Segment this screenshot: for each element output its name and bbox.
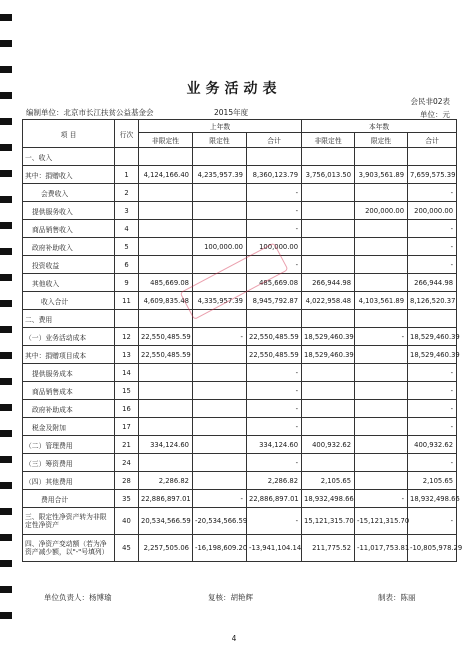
cell-last-total: - <box>247 400 302 418</box>
cell-this-unrestricted <box>302 418 355 436</box>
cell-last-total <box>247 310 302 328</box>
cell-last-unrestricted: 4,124,166.40 <box>139 166 193 184</box>
cell-last-total: - <box>247 382 302 400</box>
cell-this-restricted: 3,903,561.89 <box>355 166 408 184</box>
cell-this-unrestricted: 18,529,460.39 <box>302 328 355 346</box>
cell-last-restricted: - <box>193 328 247 346</box>
table-row <box>23 238 457 256</box>
cell-last-total: - <box>247 202 302 220</box>
cell-last-unrestricted <box>139 256 193 274</box>
cell-this-restricted <box>355 346 408 364</box>
row-line-number: 21 <box>115 436 139 454</box>
table-row <box>23 382 457 400</box>
table-row <box>23 472 457 490</box>
cell-last-unrestricted: 2,257,505.06 <box>139 535 193 562</box>
row-line-number: 16 <box>115 400 139 418</box>
row-line-number: 28 <box>115 472 139 490</box>
cell-this-total: 266,944.98 <box>408 274 457 292</box>
page-title: 业务活动表 <box>186 81 282 97</box>
column-header-total: 合计 <box>247 133 302 148</box>
cell-last-unrestricted <box>139 184 193 202</box>
cell-this-restricted <box>355 400 408 418</box>
cell-last-total: - <box>247 454 302 472</box>
cell-last-total: - <box>247 184 302 202</box>
cell-this-total: - <box>408 184 457 202</box>
cell-last-total <box>247 148 302 166</box>
row-label: 会费收入 <box>23 184 115 202</box>
cell-last-total: -13,941,104.14 <box>247 535 302 562</box>
cell-last-restricted: -20,534,566.59 <box>193 508 247 535</box>
cell-last-restricted: 100,000.00 <box>193 238 247 256</box>
cell-this-total: - <box>408 238 457 256</box>
cell-this-unrestricted: 400,932.62 <box>302 436 355 454</box>
table-row <box>23 310 457 328</box>
cell-last-restricted <box>193 472 247 490</box>
cell-last-unrestricted <box>139 364 193 382</box>
cell-last-restricted: -16,198,609.20 <box>193 535 247 562</box>
cell-last-unrestricted <box>139 418 193 436</box>
footer-reviewer: 复核：胡艳辉 <box>208 593 253 602</box>
cell-last-unrestricted: 22,886,897.01 <box>139 490 193 508</box>
row-line-number <box>115 148 139 166</box>
cell-this-restricted: - <box>355 328 408 346</box>
footer-preparer: 制表：陈丽 <box>378 593 416 602</box>
binding-hole <box>0 560 12 567</box>
cell-this-total: - <box>408 400 457 418</box>
cell-last-total: - <box>247 508 302 535</box>
cell-this-total: 400,932.62 <box>408 436 457 454</box>
cell-this-unrestricted <box>302 184 355 202</box>
binding-hole <box>0 352 12 359</box>
cell-this-restricted <box>355 220 408 238</box>
cell-this-restricted <box>355 418 408 436</box>
row-line-number: 2 <box>115 184 139 202</box>
cell-this-total: -10,805,978.29 <box>408 535 457 562</box>
cell-this-total: 8,126,520.37 <box>408 292 457 310</box>
binding-hole <box>0 612 12 619</box>
table-row <box>23 220 457 238</box>
binding-hole <box>0 14 12 21</box>
row-line-number: 4 <box>115 220 139 238</box>
cell-this-restricted <box>355 256 408 274</box>
row-label: 其中：捐赠项目成本 <box>23 346 115 364</box>
row-label: 商品销售收入 <box>23 220 115 238</box>
cell-this-unrestricted <box>302 382 355 400</box>
row-line-number: 14 <box>115 364 139 382</box>
cell-this-restricted <box>355 238 408 256</box>
cell-last-total: 22,550,485.59 <box>247 346 302 364</box>
cell-this-unrestricted <box>302 220 355 238</box>
activity-table <box>22 119 463 562</box>
row-label: （一）业务活动成本 <box>23 328 115 346</box>
cell-this-unrestricted: 211,775.52 <box>302 535 355 562</box>
cell-last-total: - <box>247 220 302 238</box>
binding-hole <box>0 456 12 463</box>
cell-this-unrestricted <box>302 400 355 418</box>
cell-this-restricted <box>355 436 408 454</box>
row-label: （二）管理费用 <box>23 436 115 454</box>
row-label: 提供服务成本 <box>23 364 115 382</box>
cell-last-unrestricted: 2,286.82 <box>139 472 193 490</box>
cell-last-restricted <box>193 184 247 202</box>
table-row <box>23 184 457 202</box>
cell-this-total: - <box>408 454 457 472</box>
cell-this-restricted <box>355 148 408 166</box>
cell-last-total: 8,945,792.87 <box>247 292 302 310</box>
table-row <box>23 292 457 310</box>
row-line-number: 17 <box>115 418 139 436</box>
cell-last-restricted <box>193 454 247 472</box>
cell-this-unrestricted: 4,022,958.48 <box>302 292 355 310</box>
cell-this-restricted: 4,103,561.89 <box>355 292 408 310</box>
cell-this-total: 2,105.65 <box>408 472 457 490</box>
table-row <box>23 346 457 364</box>
cell-this-total: 7,659,575.39 <box>408 166 457 184</box>
cell-this-total <box>408 148 457 166</box>
table-row <box>23 400 457 418</box>
cell-this-restricted: - <box>355 490 408 508</box>
cell-last-unrestricted <box>139 148 193 166</box>
cell-last-unrestricted <box>139 400 193 418</box>
row-line-number: 35 <box>115 490 139 508</box>
cell-last-restricted <box>193 220 247 238</box>
cell-this-total: 200,000.00 <box>408 202 457 220</box>
table-row <box>23 256 457 274</box>
cell-this-restricted <box>355 382 408 400</box>
cell-last-restricted <box>193 274 247 292</box>
cell-this-total: - <box>408 256 457 274</box>
cell-this-total: 18,529,460.39 <box>408 346 457 364</box>
row-label: （三）筹资费用 <box>23 454 115 472</box>
cell-last-restricted <box>193 256 247 274</box>
row-line-number: 12 <box>115 328 139 346</box>
cell-last-total: 485,669.08 <box>247 274 302 292</box>
cell-this-total: - <box>408 364 457 382</box>
column-header-total: 合计 <box>408 133 457 148</box>
cell-last-restricted <box>193 202 247 220</box>
cell-this-restricted <box>355 454 408 472</box>
cell-last-unrestricted <box>139 310 193 328</box>
binding-hole <box>0 144 12 151</box>
table-row <box>23 274 457 292</box>
binding-hole <box>0 326 12 333</box>
table-row <box>23 166 457 184</box>
cell-last-total: - <box>247 364 302 382</box>
cell-this-restricted: -11,017,753.81 <box>355 535 408 562</box>
column-group-last-year: 上年数 <box>139 120 302 133</box>
cell-last-total: 22,886,897.01 <box>247 490 302 508</box>
column-header-line: 行次 <box>115 120 139 148</box>
row-label: 其他收入 <box>23 274 115 292</box>
binding-hole <box>0 40 12 47</box>
cell-last-unrestricted: 334,124.60 <box>139 436 193 454</box>
column-header-restricted: 限定性 <box>355 133 408 148</box>
row-label: 税金及附加 <box>23 418 115 436</box>
table-row <box>23 535 457 562</box>
cell-this-unrestricted: 2,105.65 <box>302 472 355 490</box>
row-label: 其中：捐赠收入 <box>23 166 115 184</box>
organization-name: 编制单位：北京市长江扶贫公益基金会 <box>26 108 154 117</box>
cell-this-total: 18,932,498.66 <box>408 490 457 508</box>
cell-this-restricted <box>355 184 408 202</box>
form-number: 会民非02表 <box>410 97 450 106</box>
row-line-number: 15 <box>115 382 139 400</box>
cell-last-restricted <box>193 148 247 166</box>
row-line-number: 24 <box>115 454 139 472</box>
cell-this-total: - <box>408 220 457 238</box>
cell-this-unrestricted <box>302 148 355 166</box>
row-label: 商品销售成本 <box>23 382 115 400</box>
cell-last-total: - <box>247 418 302 436</box>
binding-hole <box>0 66 12 73</box>
row-line-number: 5 <box>115 238 139 256</box>
cell-this-restricted <box>355 364 408 382</box>
table-row <box>23 202 457 220</box>
row-line-number: 13 <box>115 346 139 364</box>
cell-this-unrestricted: 3,756,013.50 <box>302 166 355 184</box>
binding-hole <box>0 404 12 411</box>
binding-hole <box>0 534 12 541</box>
table-row <box>23 364 457 382</box>
binding-hole <box>0 170 12 177</box>
binding-hole <box>0 300 12 307</box>
cell-last-restricted <box>193 418 247 436</box>
cell-this-restricted: -15,121,315.70 <box>355 508 408 535</box>
row-label: 一、收入 <box>23 148 115 166</box>
column-header-restricted: 限定性 <box>193 133 247 148</box>
footer-person: 单位负责人：杨博瑜 <box>44 593 112 602</box>
cell-last-unrestricted <box>139 454 193 472</box>
cell-this-total: - <box>408 382 457 400</box>
cell-last-total: 8,360,123.79 <box>247 166 302 184</box>
table-row <box>23 436 457 454</box>
table-row <box>23 418 457 436</box>
cell-this-unrestricted <box>302 202 355 220</box>
table-row <box>23 148 457 166</box>
column-header-unrestricted: 非限定性 <box>139 133 193 148</box>
row-line-number: 6 <box>115 256 139 274</box>
cell-last-unrestricted: 22,550,485.59 <box>139 346 193 364</box>
cell-last-unrestricted: 4,609,835.48 <box>139 292 193 310</box>
table-row <box>23 328 457 346</box>
cell-last-restricted: 4,235,957.39 <box>193 166 247 184</box>
column-header-unrestricted: 非限定性 <box>302 133 355 148</box>
cell-this-unrestricted: 266,944.98 <box>302 274 355 292</box>
row-line-number: 9 <box>115 274 139 292</box>
row-label: 投资收益 <box>23 256 115 274</box>
cell-last-unrestricted <box>139 202 193 220</box>
row-label: 费用合计 <box>23 490 115 508</box>
row-label: 收入合计 <box>23 292 115 310</box>
table-row <box>23 454 457 472</box>
row-line-number <box>115 310 139 328</box>
cell-this-restricted <box>355 472 408 490</box>
cell-this-unrestricted: 18,932,498.66 <box>302 490 355 508</box>
table-row <box>23 490 457 508</box>
cell-this-total: 18,529,460.39 <box>408 328 457 346</box>
binding-hole <box>0 586 12 593</box>
binding-hole <box>0 274 12 281</box>
cell-last-total: - <box>247 256 302 274</box>
row-label: 四、净资产变动额（若为净资产减少额，以"-"号填列） <box>23 535 115 562</box>
cell-last-restricted <box>193 346 247 364</box>
cell-last-total: 22,550,485.59 <box>247 328 302 346</box>
cell-this-total: - <box>408 508 457 535</box>
row-label: （四）其他费用 <box>23 472 115 490</box>
binding-hole <box>0 196 12 203</box>
column-header-item: 项 目 <box>23 120 115 148</box>
cell-this-restricted: 200,000.00 <box>355 202 408 220</box>
cell-last-unrestricted <box>139 220 193 238</box>
row-line-number: 11 <box>115 292 139 310</box>
page-number: 4 <box>231 634 237 643</box>
cell-this-unrestricted <box>302 454 355 472</box>
report-year: 2015年度 <box>214 108 249 117</box>
cell-last-unrestricted: 485,669.08 <box>139 274 193 292</box>
cell-last-total: 2,286.82 <box>247 472 302 490</box>
cell-this-unrestricted <box>302 310 355 328</box>
cell-last-restricted <box>193 364 247 382</box>
cell-last-total: 334,124.60 <box>247 436 302 454</box>
currency-unit: 单位：元 <box>420 110 450 119</box>
row-line-number: 1 <box>115 166 139 184</box>
cell-this-unrestricted <box>302 238 355 256</box>
row-label: 三、限定性净资产转为非限定性净资产 <box>23 508 115 535</box>
row-line-number: 40 <box>115 508 139 535</box>
row-line-number: 45 <box>115 535 139 562</box>
cell-this-unrestricted: 18,529,460.39 <box>302 346 355 364</box>
binding-hole <box>0 118 12 125</box>
column-group-this-year: 本年数 <box>302 120 457 133</box>
binding-hole <box>0 430 12 437</box>
table-row <box>23 508 457 535</box>
cell-last-restricted <box>193 436 247 454</box>
cell-last-restricted <box>193 400 247 418</box>
cell-last-restricted <box>193 310 247 328</box>
row-label: 提供服务收入 <box>23 202 115 220</box>
cell-this-restricted <box>355 310 408 328</box>
cell-this-unrestricted <box>302 364 355 382</box>
cell-this-unrestricted: 15,121,315.70 <box>302 508 355 535</box>
cell-last-restricted: 4,335,957.39 <box>193 292 247 310</box>
row-label: 政府补助成本 <box>23 400 115 418</box>
binding-hole <box>0 248 12 255</box>
cell-last-unrestricted <box>139 382 193 400</box>
binding-hole <box>0 378 12 385</box>
cell-this-restricted <box>355 274 408 292</box>
cell-last-restricted: - <box>193 490 247 508</box>
cell-this-unrestricted <box>302 256 355 274</box>
cell-last-total: 100,000.00 <box>247 238 302 256</box>
cell-last-unrestricted: 20,534,566.59 <box>139 508 193 535</box>
binding-hole <box>0 482 12 489</box>
row-label: 政府补助收入 <box>23 238 115 256</box>
cell-last-unrestricted <box>139 238 193 256</box>
row-line-number: 3 <box>115 202 139 220</box>
cell-this-total <box>408 310 457 328</box>
cell-last-restricted <box>193 382 247 400</box>
binding-hole <box>0 508 12 515</box>
row-label: 二、费用 <box>23 310 115 328</box>
binding-hole <box>0 222 12 229</box>
cell-last-unrestricted: 22,550,485.59 <box>139 328 193 346</box>
cell-this-total: - <box>408 418 457 436</box>
